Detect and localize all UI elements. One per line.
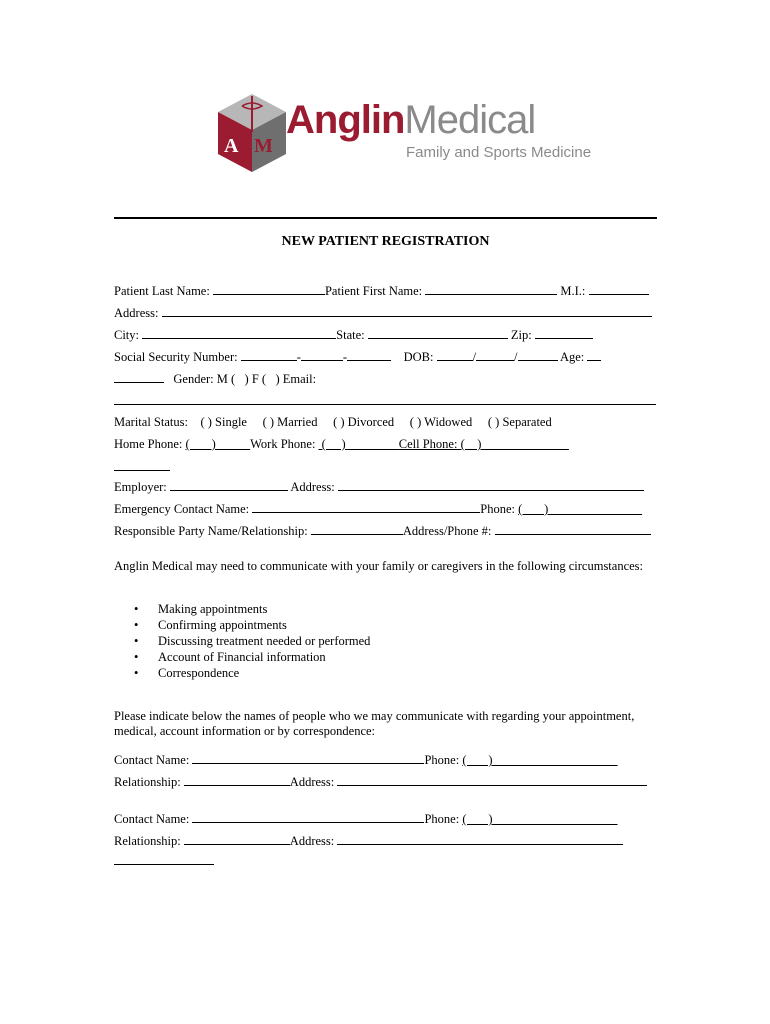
state-field[interactable] — [368, 326, 508, 339]
contact-address-label: Address: — [289, 834, 335, 848]
responsible-field[interactable] — [311, 522, 403, 535]
contact-2-row — [114, 810, 618, 827]
employer-label: Employer: — [114, 480, 167, 494]
list-item: • Account of Financial information — [114, 649, 370, 665]
responsible-row — [114, 522, 651, 539]
married-option[interactable]: ( ) Married — [262, 415, 318, 429]
emergency-phone-label: Phone: — [480, 502, 515, 516]
employer-address-field[interactable] — [338, 478, 644, 491]
first-name-label: Patient First Name: — [324, 284, 423, 298]
phone-row — [114, 436, 569, 452]
svg-text:M: M — [254, 135, 273, 157]
contact-name-label: Contact Name: — [114, 812, 190, 826]
separated-option[interactable]: ( ) Separated — [487, 415, 552, 429]
contact-2-address-field[interactable] — [337, 832, 623, 845]
ssn-label: Social Security Number: — [114, 350, 238, 364]
city-field[interactable] — [142, 326, 336, 339]
email-row — [114, 392, 656, 409]
list-item: • Confirming appointments — [114, 617, 370, 633]
contact-phone-label: Phone: — [424, 812, 460, 826]
zip-label: Zip: — [510, 328, 532, 342]
city-row — [114, 326, 593, 343]
first-name-field[interactable] — [425, 282, 557, 295]
gender-f-label[interactable]: ) F ( — [244, 372, 267, 386]
dob-year-field[interactable] — [518, 348, 558, 361]
address-label: Address: — [114, 306, 159, 320]
contact-2-phone-field[interactable]: ( ) — [462, 812, 618, 826]
emergency-contact-label: Emergency Contact Name: — [114, 502, 250, 516]
list-item: • Correspondence — [114, 665, 370, 681]
contact-2-relationship-field[interactable] — [184, 832, 290, 845]
ssn-row: Social Security Number: - - DOB: / / Age: — [114, 348, 601, 365]
logo-wordmark — [286, 98, 535, 143]
list-item: • Discussing treatment needed or performed — [114, 633, 370, 649]
single-option[interactable]: ( ) Single — [200, 415, 247, 429]
logo-word: Medical — [404, 98, 536, 142]
instruction-line-1: Please indicate below the names of people who we may communicate with regarding your appointment, — [114, 709, 635, 723]
contact-address-label: Address: — [289, 775, 335, 789]
ssn-field-3[interactable] — [347, 348, 391, 361]
contact-2-address-field-continued[interactable] — [114, 852, 214, 865]
svg-text:A: A — [224, 135, 239, 157]
relationship-label: Relationship: — [114, 775, 181, 789]
email-label[interactable]: ) Email: — [275, 372, 317, 386]
age-field-continued[interactable] — [114, 370, 164, 383]
contact-2-name-field[interactable] — [192, 810, 424, 823]
contact-name-label: Contact Name: — [114, 753, 190, 767]
home-phone-label: Home Phone: — [114, 437, 183, 451]
gender-label: Gender: M ( — [173, 372, 236, 386]
contact-1-address-field[interactable] — [337, 773, 647, 786]
cell-phone-label: Cell Phone: — [398, 437, 458, 451]
city-label: City: — [114, 328, 140, 342]
relationship-label: Relationship: — [114, 834, 181, 848]
dob-label: DOB: — [403, 350, 434, 364]
intro-text: Anglin Medical may need to communicate with your family or caregivers in the following circumstances: — [114, 559, 644, 573]
widowed-option[interactable]: ( ) Widowed — [409, 415, 473, 429]
marital-row — [114, 414, 552, 430]
work-phone-label: Work Phone: — [250, 437, 316, 451]
ssn-field-2[interactable] — [301, 348, 343, 361]
last-name-label: Patient Last Name: — [114, 284, 210, 298]
employer-row — [114, 478, 644, 495]
contact-2-relationship-row — [114, 832, 623, 849]
dob-day-field[interactable] — [476, 348, 514, 361]
emergency-contact-field[interactable] — [252, 500, 480, 513]
instruction-line-2: medical, account information or by correspondence: — [114, 724, 376, 738]
mi-label: M.I.: — [560, 284, 586, 298]
address-field[interactable] — [162, 304, 652, 317]
address-phone-label: Address/Phone #: — [402, 524, 492, 538]
list-item: • Making appointments — [114, 601, 370, 617]
cell-phone-field-continued[interactable] — [114, 458, 170, 471]
divorced-option[interactable]: ( ) Divorced — [333, 415, 395, 429]
marital-label: Marital Status: — [114, 415, 188, 429]
responsible-label: Responsible Party Name/Relationship: — [114, 524, 308, 538]
contact-1-name-field[interactable] — [192, 751, 424, 764]
employer-address-label: Address: — [290, 480, 335, 494]
work-phone-field[interactable]: ( ) Cell Phone: ( ) — [318, 437, 569, 451]
header-rule — [114, 217, 657, 219]
contact-2-address-continued-row — [114, 852, 214, 869]
emergency-row — [114, 500, 642, 517]
employer-field[interactable] — [170, 478, 288, 491]
circumstances-list — [114, 601, 370, 681]
contact-phone-label: Phone: — [424, 753, 460, 767]
address-row — [114, 304, 652, 321]
page-title: NEW PATIENT REGISTRATION — [281, 234, 490, 249]
logo-tagline: Family and Sports Medicine — [406, 144, 592, 161]
contact-1-relationship-field[interactable] — [184, 773, 290, 786]
ssn-field-1[interactable] — [241, 348, 297, 361]
email-field[interactable] — [114, 392, 656, 405]
emergency-phone-field[interactable]: ( ) — [518, 502, 643, 516]
zip-field[interactable] — [535, 326, 593, 339]
address-phone-field[interactable] — [495, 522, 651, 535]
phone-row-continued — [114, 458, 170, 475]
home-phone-field[interactable]: ( ) — [185, 437, 251, 451]
age-field[interactable] — [587, 348, 601, 361]
contact-1-phone-field[interactable]: ( ) — [462, 753, 618, 767]
logo-brand: Anglin — [286, 98, 405, 142]
dob-month-field[interactable] — [437, 348, 473, 361]
cube-monogram-icon — [216, 92, 288, 174]
gender-row — [114, 370, 316, 387]
state-label: State: — [336, 328, 365, 342]
mi-field[interactable] — [589, 282, 649, 295]
contact-1-row — [114, 751, 618, 768]
anglin-medical-logo — [216, 92, 592, 174]
age-label: Age: — [559, 350, 585, 364]
name-row — [114, 282, 649, 299]
last-name-field[interactable] — [213, 282, 325, 295]
contact-1-relationship-row — [114, 773, 647, 790]
